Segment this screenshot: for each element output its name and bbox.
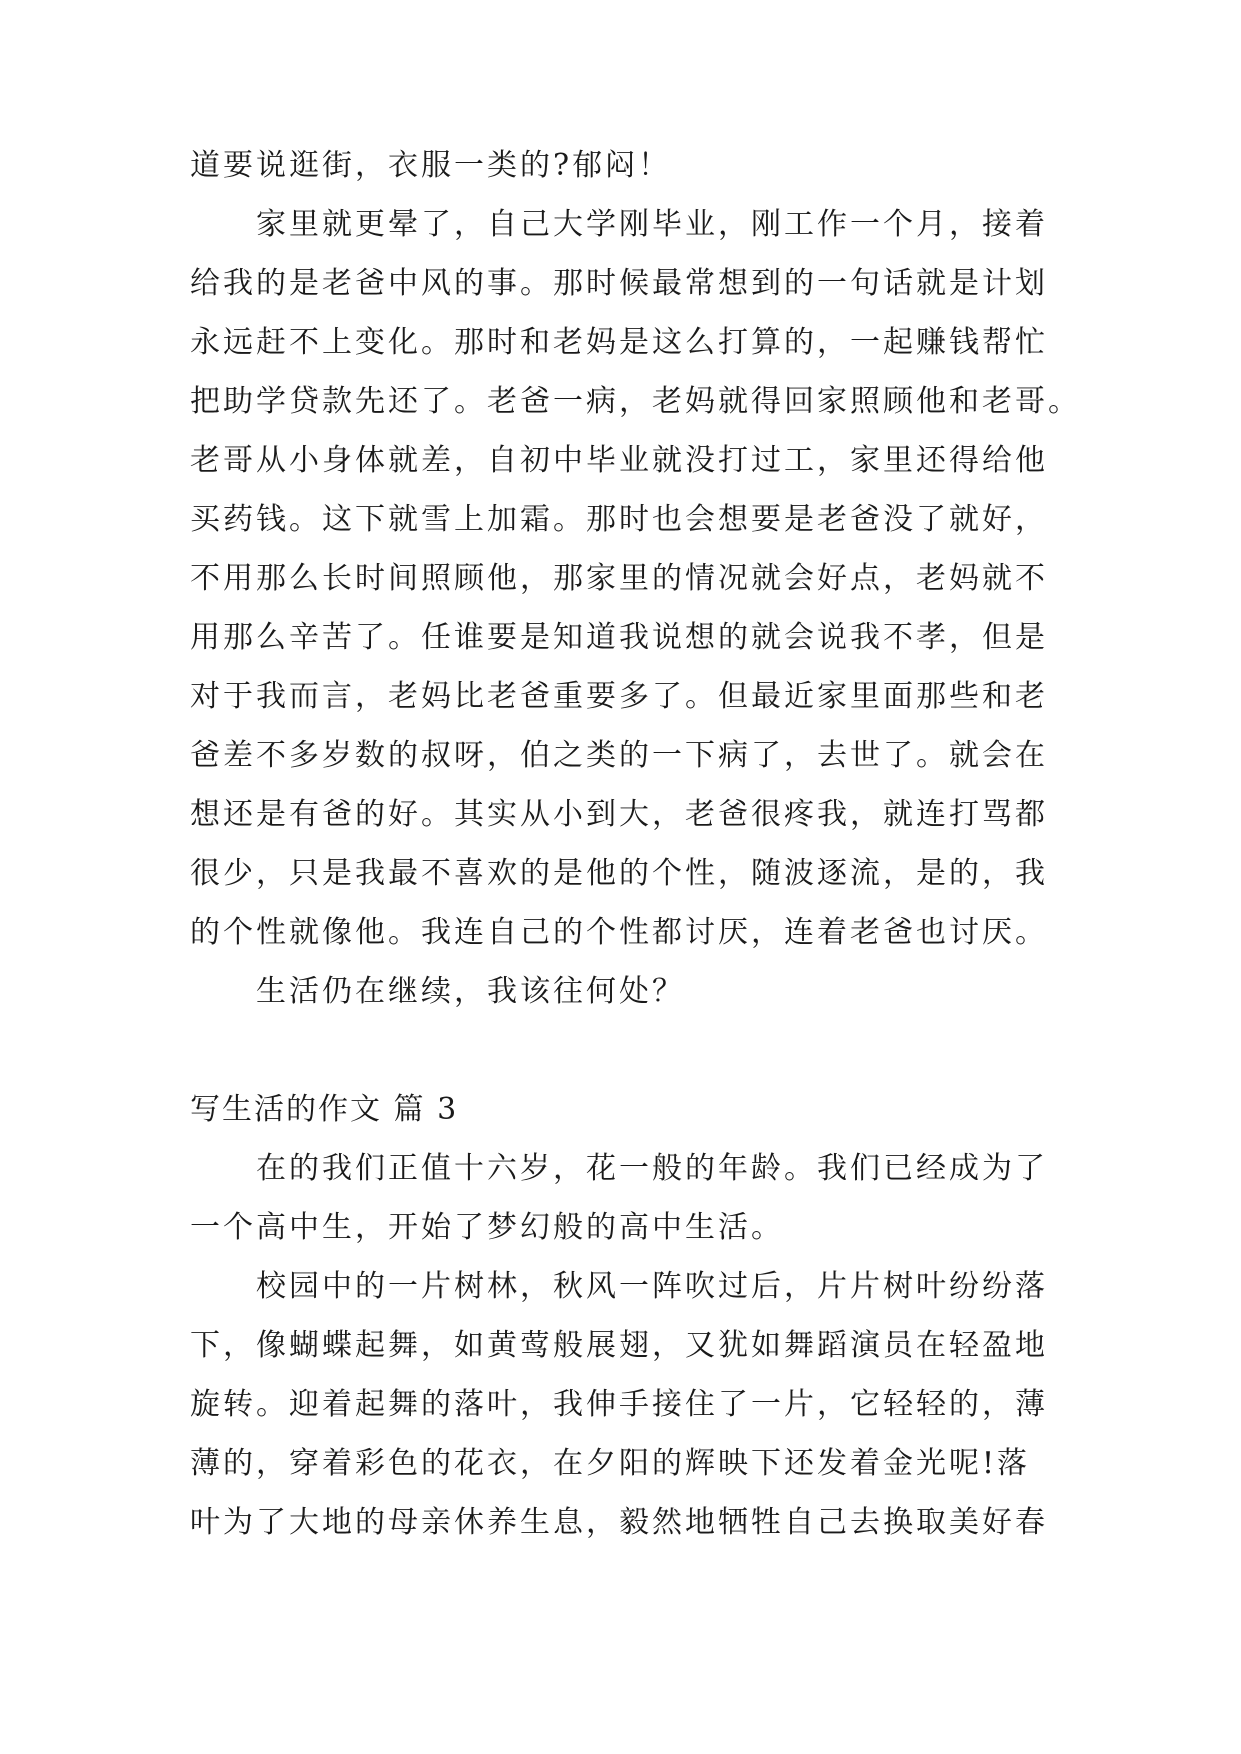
paragraph-line: 道要说逛街，衣服一类的?郁闷！ [190,148,672,183]
paragraph-line: 家里就更晕了，自己大学刚毕业，刚工作一个月，接着 [256,207,1048,242]
paragraph-line: 校园中的一片树林，秋风一阵吹过后，片片树叶纷纷落 [256,1269,1048,1304]
paragraph-line: 永远赶不上变化。那时和老妈是这么打算的，一起赚钱帮忙 [190,325,1048,360]
section-gap [190,1021,1070,1080]
paragraph-line: 对于我而言，老妈比老爸重要多了。但最近家里面那些和老 [190,679,1048,714]
paragraph-line: 用那么辛苦了。任谁要是知道我说想的就会说我不孝，但是 [190,620,1048,655]
paragraph-line: 把助学贷款先还了。老爸一病，老妈就得回家照顾他和老哥。 [190,384,1081,419]
document-body [190,136,1081,1552]
paragraph-line: 生活仍在继续，我该往何处？ [256,974,685,1009]
paragraph-line: 想还是有爸的好。其实从小到大，老爸很疼我，就连打骂都 [190,797,1048,832]
paragraph-line: 薄的，穿着彩色的花衣，在夕阳的辉映下还发着金光呢!落 [190,1446,1031,1481]
paragraph-line: 不用那么长时间照顾他，那家里的情况就会好点，老妈就不 [190,561,1048,596]
paragraph-line: 一个高中生，开始了梦幻般的高中生活。 [190,1210,784,1245]
paragraph-line: 很少，只是我最不喜欢的是他的个性，随波逐流，是的，我 [190,856,1048,891]
paragraph-line: 给我的是老爸中风的事。那时候最常想到的一句话就是计划 [190,266,1048,301]
paragraph-line: 旋转。迎着起舞的落叶，我伸手接住了一片，它轻轻的，薄 [190,1387,1048,1422]
paragraph-line: 老哥从小身体就差，自初中毕业就没打过工，家里还得给他 [190,443,1048,478]
section-title: 写生活的作文 篇 3 [190,1092,459,1127]
paragraph-line: 买药钱。这下就雪上加霜。那时也会想要是老爸没了就好， [190,502,1048,537]
paragraph-line: 的个性就像他。我连自己的个性都讨厌，连着老爸也讨厌。 [190,915,1048,950]
paragraph-line: 在的我们正值十六岁，花一般的年龄。我们已经成为了 [256,1151,1048,1186]
paragraph-line: 下，像蝴蝶起舞，如黄莺般展翅，又犹如舞蹈演员在轻盈地 [190,1328,1048,1363]
paragraph-line: 爸差不多岁数的叔呀，伯之类的一下病了，去世了。就会在 [190,738,1048,773]
paragraph-line: 叶为了大地的母亲休养生息，毅然地牺牲自己去换取美好春 [190,1505,1048,1540]
